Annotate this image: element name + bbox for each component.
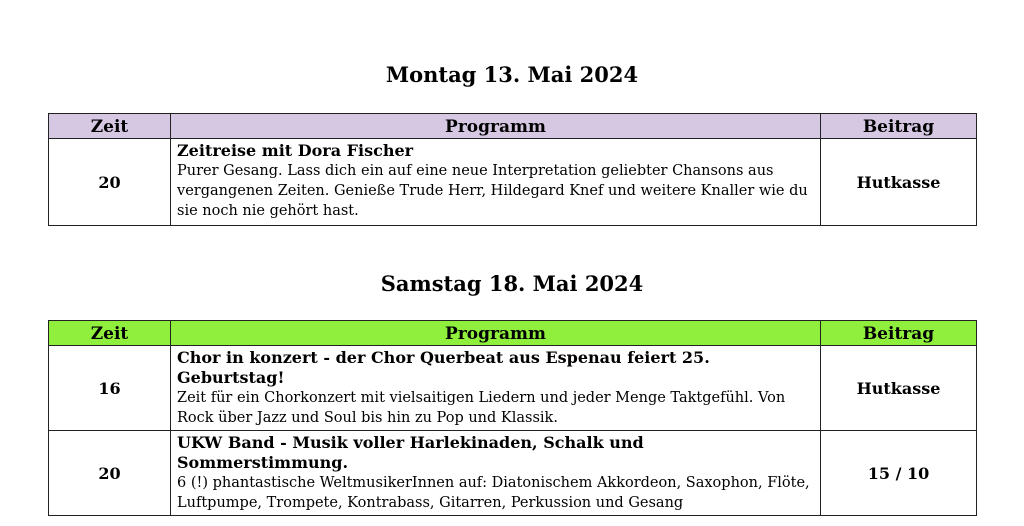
- event-programm: [171, 139, 821, 226]
- header-beitrag: Beitrag: [821, 321, 977, 346]
- day-title-samstag: Samstag 18. Mai 2024: [380, 271, 644, 296]
- event-programm: [171, 431, 821, 516]
- event-zeit: 20: [49, 431, 171, 516]
- event-description: Purer Gesang. Lass dich ein auf eine neue Interpretation geliebter Chansons aus vergangenen Zeiten. Genieße Trude Herr, Hildegard Knef und weitere Knaller wie du sie noch nie gehört hast.: [177, 163, 808, 219]
- event-programm: [171, 346, 821, 431]
- header-zeit: Zeit: [49, 114, 171, 139]
- schedule-table-montag: [48, 113, 977, 226]
- event-title: Zeitreise mit Dora Fischer: [177, 141, 414, 160]
- event-description: 6 (!) phantastische WeltmusikerInnen auf: Diatonischem Akkordeon, Saxophon, Flöte, Luftpumpe, Trompete, Kontrabass, Gitarren, Perkussion und Gesang: [177, 475, 810, 511]
- header-programm: Programm: [171, 114, 821, 139]
- day-title-montag: Montag 13. Mai 2024: [385, 62, 639, 87]
- table-row: [49, 139, 977, 226]
- table-header-row: [49, 114, 977, 139]
- header-zeit: Zeit: [49, 321, 171, 346]
- event-title: UKW Band - Musik voller Harlekinaden, Schalk und Sommerstimmung.: [177, 433, 644, 472]
- header-beitrag: Beitrag: [821, 114, 977, 139]
- header-programm: Programm: [171, 321, 821, 346]
- event-beitrag: Hutkasse: [821, 346, 977, 431]
- table-row: [49, 431, 977, 516]
- event-zeit: 20: [49, 139, 171, 226]
- event-title: Chor in konzert - der Chor Querbeat aus Espenau feiert 25. Geburtstag!: [177, 348, 710, 387]
- event-beitrag: Hutkasse: [821, 139, 977, 226]
- event-beitrag: 15 / 10: [821, 431, 977, 516]
- event-zeit: 16: [49, 346, 171, 431]
- table-row: [49, 346, 977, 431]
- event-description: Zeit für ein Chorkonzert mit vielsaitigen Liedern und jeder Menge Taktgefühl. Von Rock über Jazz und Soul bis hin zu Pop und Klassik.: [177, 390, 786, 426]
- table-header-row: [49, 321, 977, 346]
- schedule-table-samstag: [48, 320, 977, 516]
